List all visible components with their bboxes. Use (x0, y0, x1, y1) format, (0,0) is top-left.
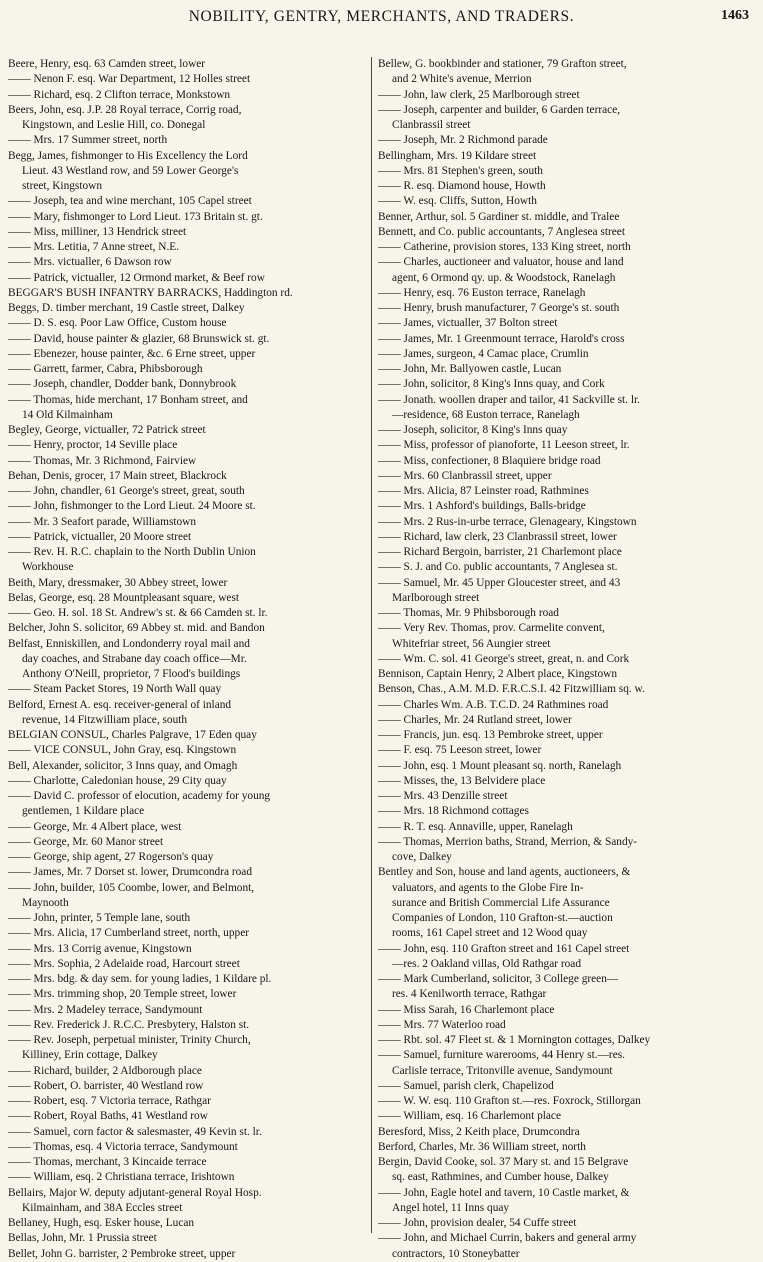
directory-line: —— F. esq. 75 Leeson street, lower (378, 744, 542, 757)
directory-line: —— Joseph, Mr. 2 Richmond parade (378, 134, 548, 147)
directory-line: cove, Dalkey (392, 851, 452, 863)
directory-line: —— Garrett, farmer, Cabra, Phibsborough (8, 363, 203, 375)
directory-line: —— Richard, law clerk, 23 Clanbrassil street, lower (378, 530, 617, 543)
directory-line: —— Mrs. bdg. & day sem. for young ladies, 1 Kildare pl. (8, 973, 272, 985)
directory-line: —— Miss Sarah, 16 Charlemont place (378, 1003, 555, 1016)
directory-line: —— James, Mr. 7 Dorset st. lower, Drumcondra road (8, 866, 253, 879)
directory-line: —— Joseph, solicitor, 8 King's Inns quay (378, 424, 568, 436)
directory-line: —— Rev. H. R.C. chaplain to the North Dublin Union (8, 546, 256, 558)
directory-line: —— Very Rev. Thomas, prov. Carmelite convent, (378, 622, 605, 635)
directory-line: Berford, Charles, Mr. 36 William street, north (378, 1140, 586, 1153)
directory-line: —— Miss, professor of pianoforte, 11 Leeson street, lr. (378, 439, 630, 452)
directory-line: Bellas, John, Mr. 1 Prussia street (8, 1232, 157, 1245)
directory-line: —— Mrs. 1 Ashford's buildings, Balls-bridge (378, 500, 586, 513)
directory-line: Carlisle terrace, Tritonville avenue, Sandymount (392, 1064, 613, 1077)
directory-line: Whitefriar street, 56 Aungier street (392, 637, 551, 650)
directory-line: Benson, Chas., A.M. M.D. F.R.C.S.I. 42 Fitzwilliam sq. w. (378, 683, 645, 696)
directory-line: valuators, and agents to the Globe Fire In- (392, 881, 584, 894)
directory-line: Beresford, Miss, 2 Keith place, Drumcondra (378, 1125, 580, 1138)
directory-line: —— Misses, the, 13 Belvidere place (378, 774, 546, 787)
page-number: 1463 (721, 8, 749, 23)
directory-line: —— David C. professor of elocution, academy for young (8, 790, 271, 802)
directory-line: Behan, Denis, grocer, 17 Main street, Blackrock (8, 469, 227, 482)
directory-line: Begley, George, victualler, 72 Patrick street (8, 424, 206, 436)
directory-line: —— Richard, builder, 2 Aldborough place (8, 1064, 202, 1077)
directory-line: and 2 White's avenue, Merrion (392, 73, 532, 86)
directory-line: Kilmainham, and 38A Eccles street (22, 1201, 183, 1214)
directory-line: Benner, Arthur, sol. 5 Gardiner st. middle, and Tralee (378, 210, 620, 223)
directory-line: —— Charles, Mr. 24 Rutland street, lower (378, 713, 572, 726)
directory-line: Bellairs, Major W. deputy adjutant-general Royal Hosp. (8, 1186, 262, 1199)
directory-line: —— Richard, esq. 2 Clifton terrace, Monkstown (8, 88, 231, 101)
directory-line: —— Rev. Joseph, perpetual minister, Trinity Church, (8, 1034, 251, 1046)
directory-line: —— Catherine, provision stores, 133 King street, north (378, 241, 631, 253)
directory-line: Angel hotel, 11 Inns quay (392, 1201, 510, 1214)
directory-line: —— George, ship agent, 27 Rogerson's quay (8, 851, 214, 863)
directory-line: Bentley and Son, house and land agents, auctioneers, & (378, 866, 631, 879)
directory-line: —— Mrs. Alicia, 17 Cumberland street, north, upper (8, 927, 250, 940)
directory-line: sq. east, Rathmines, and Cumber house, Dalkey (392, 1171, 609, 1184)
directory-line: —— John, law clerk, 25 Marlborough street (378, 88, 580, 101)
directory-line: —— Robert, O. barrister, 40 Westland row (8, 1079, 204, 1092)
directory-line: —— Mrs. 77 Waterloo road (378, 1018, 506, 1031)
directory-line: —— James, surgeon, 4 Camac place, Crumlin (378, 347, 589, 360)
directory-line: Belford, Ernest A. esq. receiver-general of inland (8, 698, 232, 711)
directory-line: —— Thomas, hide merchant, 17 Bonham street, and (8, 393, 248, 406)
directory-line: —— James, Mr. 1 Greenmount terrace, Harold's cross (378, 332, 625, 345)
directory-line: —— VICE CONSUL, John Gray, esq. Kingstown (8, 744, 237, 757)
directory-line: surance and British Commercial Life Assurance (392, 896, 610, 909)
directory-line: —— Wm. C. sol. 41 George's street, great, n. and Cork (378, 652, 630, 665)
directory-line: —— John, esq. 1 Mount pleasant sq. north, Ranelagh (378, 759, 622, 772)
directory-line: Beith, Mary, dressmaker, 30 Abbey street, lower (8, 576, 228, 589)
directory-line: —res. 2 Oakland villas, Old Rathgar road (392, 957, 582, 970)
directory-line: Clanbrassil street (392, 119, 471, 131)
left-column (8, 57, 368, 1262)
directory-line: —— Rbt. sol. 47 Fleet st. & 1 Mornington cottages, Dalkey (378, 1034, 651, 1046)
directory-line: Anthony O'Neill, proprietor, 7 Flood's buildings (22, 668, 241, 680)
directory-line: —— Mrs. 2 Madeley terrace, Sandymount (8, 1003, 203, 1016)
directory-line: —— John, esq. 110 Grafton street and 161 Capel street (378, 942, 630, 955)
directory-line: —— Samuel, furniture warerooms, 44 Henry st.—res. (378, 1049, 625, 1062)
directory-line: Bennison, Captain Henry, 2 Albert place, Kingstown (378, 668, 618, 680)
directory-line: Belas, George, esq. 28 Mountpleasant square, west (8, 591, 240, 604)
directory-line: —— S. J. and Co. public accountants, 7 Anglesea st. (378, 561, 618, 574)
column-divider (371, 57, 372, 1233)
directory-line: —— John, fishmonger to the Lord Lieut. 24 Moore st. (8, 500, 256, 513)
directory-line: —— Thomas, esq. 4 Victoria terrace, Sandymount (8, 1140, 238, 1153)
directory-line: —— David, house painter & glazier, 68 Brunswick st. gt. (8, 332, 270, 345)
directory-line: —— Mrs. victualler, 6 Dawson row (8, 256, 172, 269)
directory-line: —— Ebenezer, house painter, &c. 6 Erne street, upper (8, 347, 256, 360)
directory-line: —— Thomas, Merrion baths, Strand, Merrion, & Sandy- (378, 835, 638, 848)
directory-line: —— John, provision dealer, 54 Cuffe street (378, 1217, 577, 1229)
directory-line: res. 4 Kenilworth terrace, Rathgar (392, 988, 547, 1001)
right-column (378, 57, 758, 1262)
directory-line: —— Richard Bergoin, barrister, 21 Charlemont place (378, 546, 622, 558)
directory-line: —— Joseph, tea and wine merchant, 105 Capel street (8, 195, 252, 208)
directory-line: Kingstown, and Leslie Hill, co. Donegal (22, 119, 206, 131)
directory-line: —— W. W. esq. 110 Grafton st.—res. Foxrock, Stillorgan (378, 1095, 641, 1107)
directory-line: 14 Old Kilmainham (22, 408, 113, 421)
directory-line: —— Henry, esq. 76 Euston terrace, Ranelagh (378, 286, 586, 299)
directory-line: —— Mark Cumberland, solicitor, 3 College green— (378, 973, 619, 985)
directory-line: Marlborough street (392, 591, 480, 604)
directory-line: —— Mrs. 60 Clanbrassil street, upper (378, 469, 552, 482)
directory-line: —— John, chandler, 61 George's street, great, south (8, 485, 245, 497)
directory-line: Companies of London, 110 Grafton-st.—auction (392, 912, 613, 924)
directory-line: Bergin, David Cooke, sol. 37 Mary st. and 15 Belgrave (378, 1156, 629, 1168)
directory-line: —— Mrs. 81 Stephen's green, south (378, 164, 543, 177)
directory-line: —— Charlotte, Caledonian house, 29 City quay (8, 774, 227, 787)
directory-line: —— Thomas, Mr. 3 Richmond, Fairview (8, 454, 197, 467)
directory-line: —— Samuel, corn factor & salesmaster, 49 Kevin st. lr. (8, 1125, 262, 1138)
directory-line: revenue, 14 Fitzwilliam place, south (22, 713, 188, 726)
directory-line: —— Joseph, chandler, Dodder bank, Donnybrook (8, 378, 237, 391)
directory-line: Beere, Henry, esq. 63 Camden street, lower (8, 58, 206, 70)
directory-line: —residence, 68 Euston terrace, Ranelagh (392, 408, 580, 421)
directory-line: Belfast, Enniskillen, and Londonderry royal mail and (8, 637, 250, 650)
directory-line: —— John, and Michael Currin, bakers and general army (378, 1232, 637, 1245)
directory-line: Beers, John, esq. J.P. 28 Royal terrace, Corrig road, (8, 103, 242, 116)
page-header (0, 8, 763, 34)
directory-line: —— George, Mr. 60 Manor street (8, 835, 164, 848)
directory-line: —— Mrs. 13 Corrig avenue, Kingstown (8, 942, 192, 955)
directory-line: —— James, victualler, 37 Bolton street (378, 317, 558, 330)
directory-line: —— Thomas, merchant, 3 Kincaide terrace (8, 1156, 207, 1168)
directory-line: Lieut. 43 Westland row, and 59 Lower George's (22, 164, 239, 177)
directory-line: —— Mrs. 2 Rus-in-urbe terrace, Glenageary, Kingstown (378, 515, 637, 528)
directory-line: —— George, Mr. 4 Albert place, west (8, 820, 182, 833)
directory-line: —— Thomas, Mr. 9 Phibsborough road (378, 607, 559, 619)
directory-line: Bellew, G. bookbinder and stationer, 79 Grafton street, (378, 58, 627, 70)
directory-line: —— Henry, brush manufacturer, 7 George's st. south (378, 302, 620, 314)
directory-line: —— John, Eagle hotel and tavern, 10 Castle market, & (378, 1186, 630, 1199)
directory-line: —— Patrick, victualler, 12 Ormond market, & Beef row (8, 271, 265, 284)
directory-line: —— Nenon F. esq. War Department, 12 Holles street (8, 73, 251, 86)
directory-line: —— Mrs. 17 Summer street, north (8, 134, 168, 147)
directory-line: day coaches, and Strabane day coach office—Mr. (22, 652, 247, 665)
page-title: NOBILITY, GENTRY, MERCHANTS, AND TRADERS. (188, 8, 575, 25)
directory-line: Killiney, Erin cottage, Dalkey (22, 1049, 158, 1062)
directory-line: —— John, Mr. Ballyowen castle, Lucan (378, 363, 562, 375)
directory-line: —— Miss, milliner, 13 Hendrick street (8, 225, 187, 238)
directory-line: Bellaney, Hugh, esq. Esker house, Lucan (8, 1217, 195, 1229)
directory-line: —— Jonath. woollen draper and tailor, 41 Sackville st. lr. (378, 393, 640, 406)
directory-line: —— Robert, esq. 7 Victoria terrace, Rathgar (8, 1095, 211, 1107)
directory-line: Beggs, D. timber merchant, 19 Castle street, Dalkey (8, 302, 245, 314)
directory-line: agent, 6 Ormond qy. up. & Woodstock, Ranelagh (392, 271, 616, 284)
directory-line: —— Joseph, carpenter and builder, 6 Garden terrace, (378, 103, 621, 116)
directory-line: —— Mrs. trimming shop, 20 Temple street, lower (8, 988, 237, 1001)
directory-line: —— John, solicitor, 8 King's Inns quay, and Cork (378, 378, 605, 391)
directory-line: —— Charles Wm. A.B. T.C.D. 24 Rathmines road (378, 698, 609, 711)
directory-line: —— Mrs. Letitia, 7 Anne street, N.E. (8, 241, 180, 253)
directory-line: Bellingham, Mrs. 19 Kildare street (378, 149, 537, 162)
directory-line: —— Patrick, victualler, 20 Moore street (8, 530, 192, 543)
directory-line: Begg, James, fishmonger to His Excellency the Lord (8, 149, 248, 162)
directory-line: —— Rev. Frederick J. R.C.C. Presbytery, Halston st. (8, 1018, 250, 1031)
directory-line: —— Henry, proctor, 14 Seville place (8, 439, 178, 452)
directory-line: —— Mr. 3 Seafort parade, Williamstown (8, 515, 197, 528)
directory-line: —— Mary, fishmonger to Lord Lieut. 173 Britain st. gt. (8, 210, 263, 223)
directory-line: BEGGAR'S BUSH INFANTRY BARRACKS, Haddington rd. (8, 286, 293, 299)
directory-line: —— Mrs. Sophia, 2 Adelaide road, Harcourt street (8, 957, 240, 970)
directory-line: street, Kingstown (22, 180, 103, 192)
directory-line: —— John, builder, 105 Coombe, lower, and Belmont, (8, 881, 255, 894)
directory-line: —— Miss, confectioner, 8 Blaquiere bridge road (378, 454, 601, 467)
directory-line: contractors, 10 Stoneybatter (392, 1247, 520, 1260)
directory-line: Workhouse (22, 561, 74, 574)
directory-line: Maynooth (22, 896, 69, 909)
directory-line: —— Mrs. 18 Richmond cottages (378, 805, 529, 818)
directory-line: —— W. esq. Cliffs, Sutton, Howth (378, 195, 537, 208)
directory-line: Bennett, and Co. public accountants, 7 Anglesea street (378, 225, 625, 238)
directory-line: —— D. S. esq. Poor Law Office, Custom house (8, 317, 227, 330)
directory-line: —— Robert, Royal Baths, 41 Westland row (8, 1110, 208, 1123)
directory-line: —— John, printer, 5 Temple lane, south (8, 912, 191, 924)
directory-line: —— R. T. esq. Annaville, upper, Ranelagh (378, 820, 573, 833)
directory-line: gentlemen, 1 Kildare place (22, 805, 145, 818)
directory-line: Belcher, John S. solicitor, 69 Abbey st. mid. and Bandon (8, 622, 265, 635)
directory-line: —— Samuel, parish clerk, Chapelizod (378, 1079, 554, 1092)
directory-line: —— Samuel, Mr. 45 Upper Gloucester street, and 43 (378, 576, 621, 589)
directory-line: —— William, esq. 2 Christiana terrace, Irishtown (8, 1171, 235, 1184)
directory-line: —— Mrs. 43 Denzille street (378, 790, 508, 802)
directory-line: Bellet, John G. barrister, 2 Pembroke street, upper (8, 1247, 236, 1260)
directory-line: —— R. esq. Diamond house, Howth (378, 180, 546, 192)
directory-line: rooms, 161 Capel street and 12 Wood quay (392, 927, 588, 940)
directory-line: Bell, Alexander, solicitor, 3 Inns quay, and Omagh (8, 759, 238, 772)
directory-line: —— William, esq. 16 Charlemont place (378, 1110, 562, 1123)
directory-line: —— Geo. H. sol. 18 St. Andrew's st. & 66 Camden st. lr. (8, 607, 268, 619)
directory-line: —— Charles, auctioneer and valuator, house and land (378, 256, 624, 269)
directory-line: —— Mrs. Alicia, 87 Leinster road, Rathmines (378, 485, 589, 497)
directory-line: BELGIAN CONSUL, Charles Palgrave, 17 Eden quay (8, 729, 257, 741)
directory-line: —— Francis, jun. esq. 13 Pembroke street, upper (378, 729, 603, 741)
directory-line: —— Steam Packet Stores, 19 North Wall quay (8, 683, 222, 696)
